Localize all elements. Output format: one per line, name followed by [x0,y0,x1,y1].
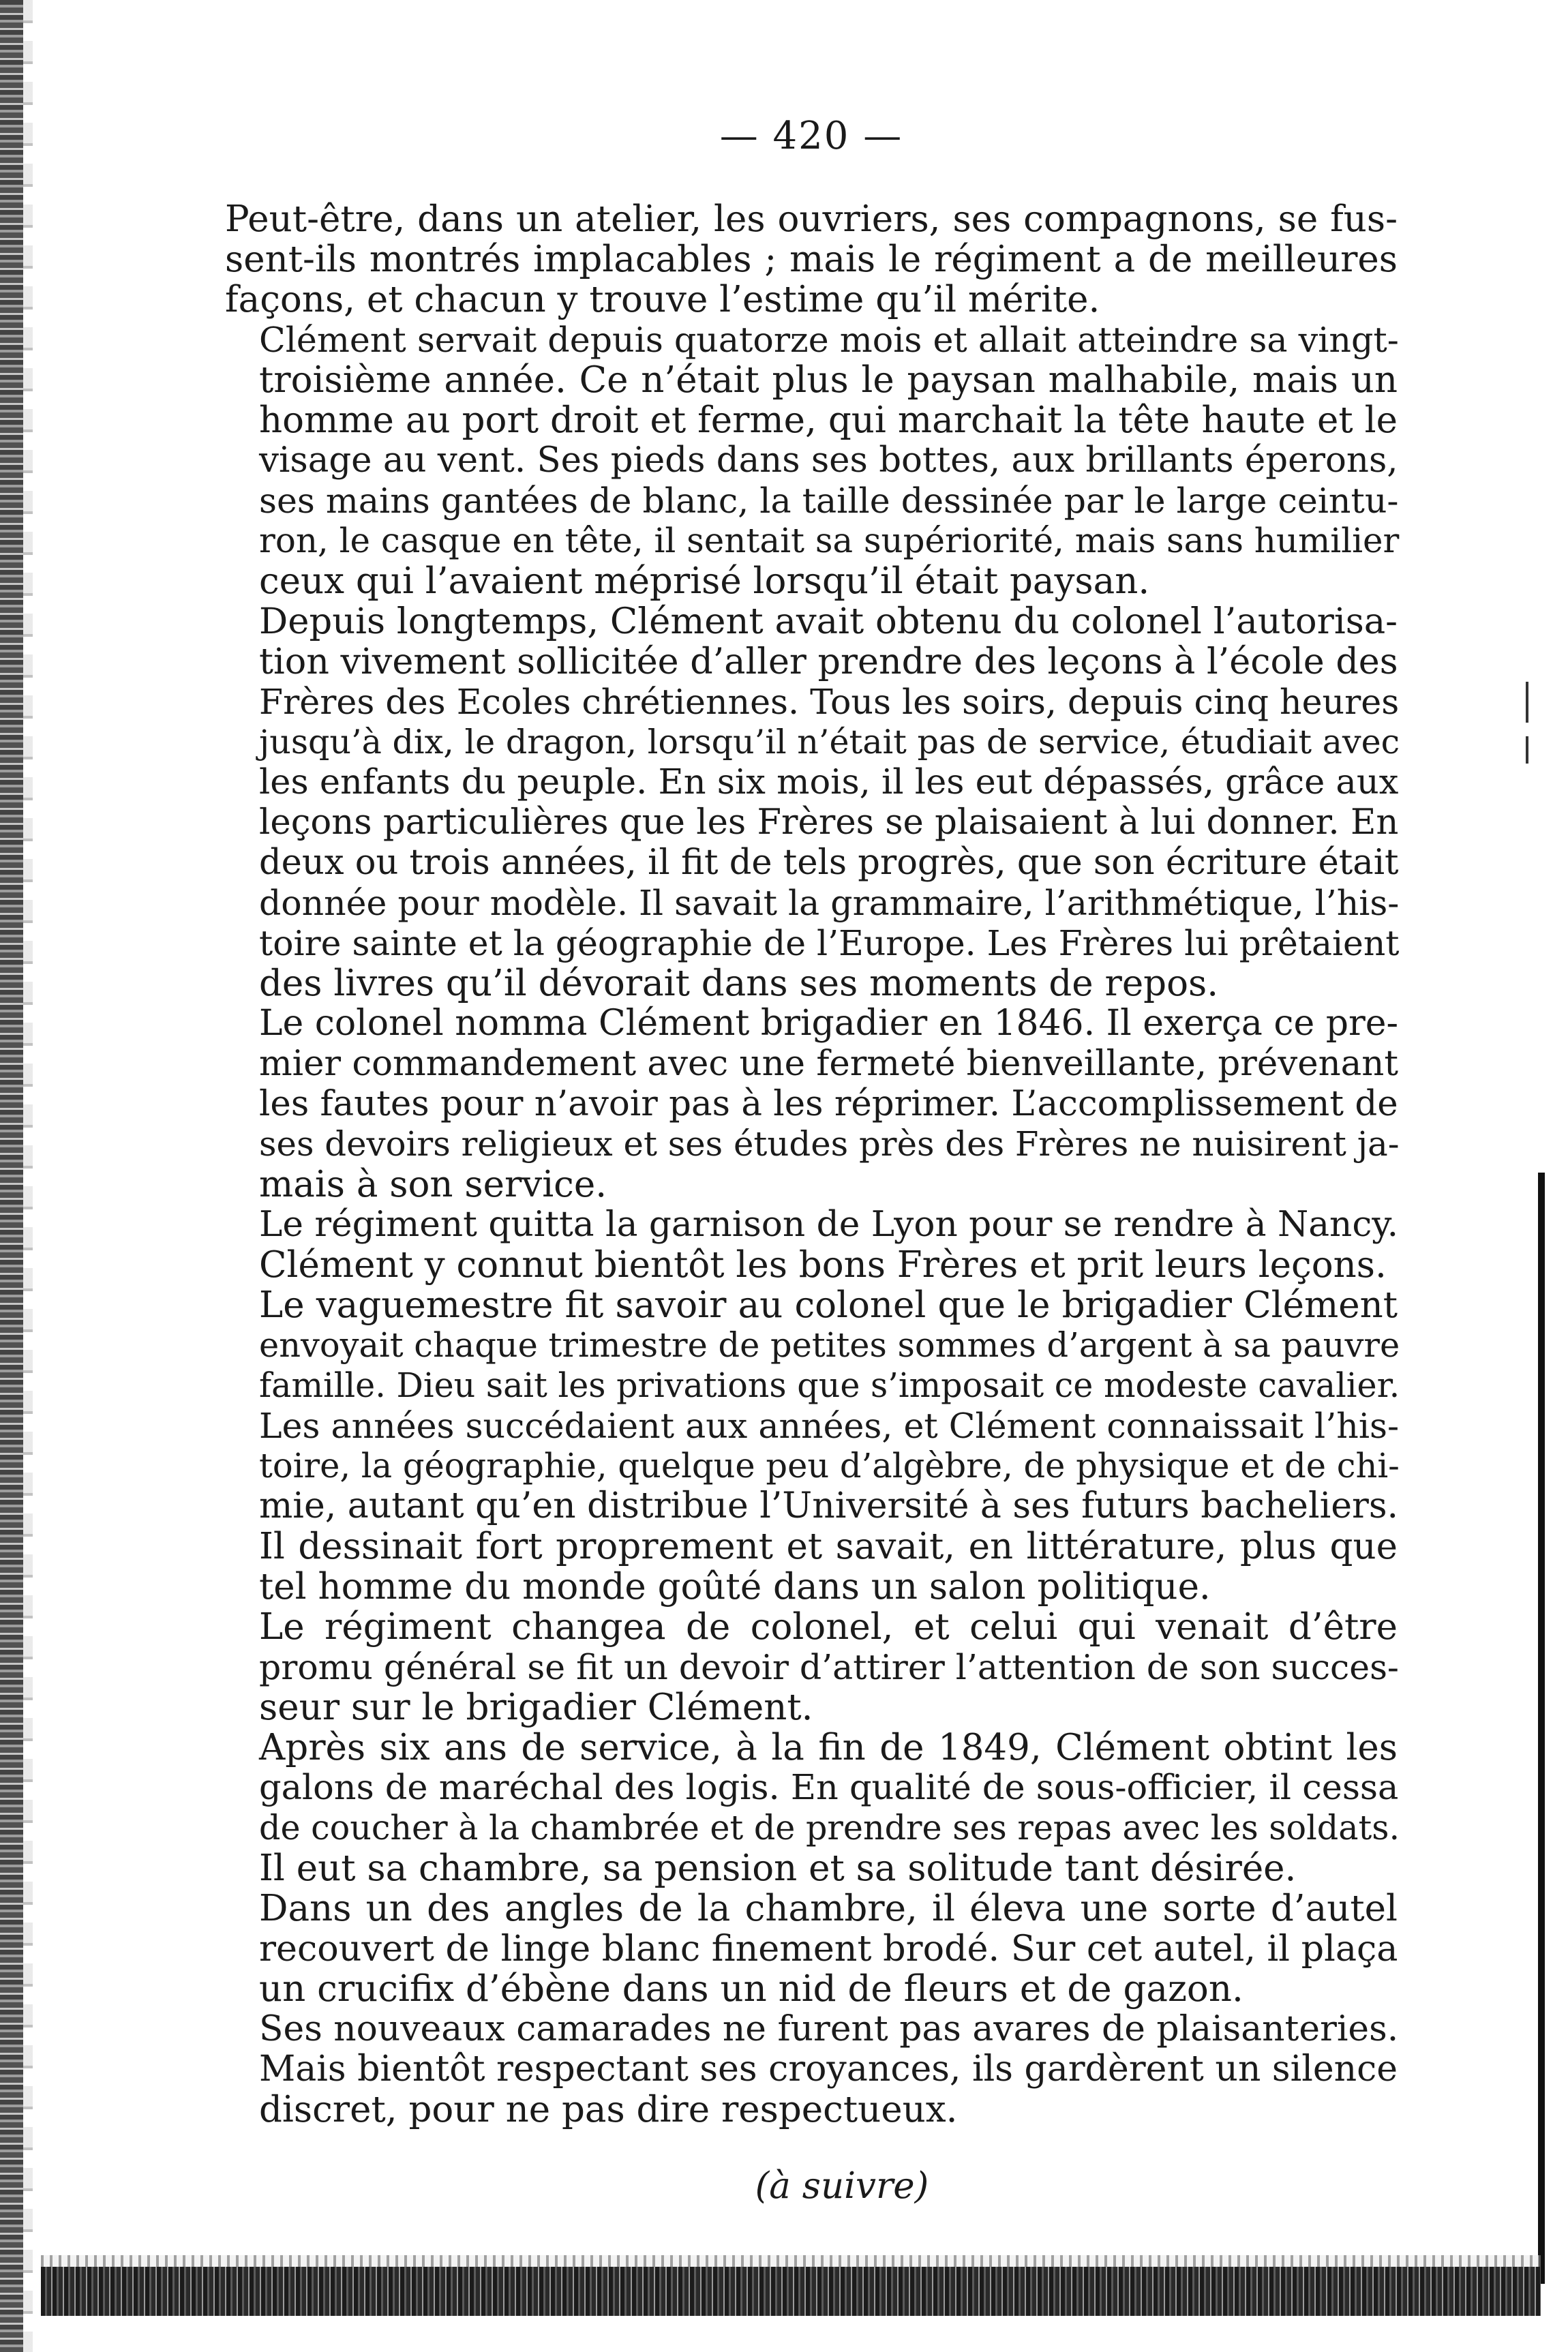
paragraph [225,1406,1398,1526]
text-line: envoyait chaque trimestre de petites sommes d’argent à sa pauvre [259,1325,1400,1365]
text-line: Frères des Ecoles chrétiennes. Tous les soirs, depuis cinq heures [259,682,1400,722]
text-line: mie, autant qu’en distribue l’Université à ses futurs bacheliers. [259,1486,1399,1526]
text-line: les fautes pour n’avoir pas à les réprimer. L’accomplissement de [259,1083,1398,1124]
text-line: Il eut sa chambre, sa pension et sa solitude tant désirée. [259,1848,1297,1889]
text-line: Clément y connut bientôt les bons Frères et prit leurs leçons. [259,1244,1387,1286]
paragraph [225,1728,1398,1888]
text-line: deux ou trois années, il fit de tels progrès, que son écriture était [259,843,1399,883]
text-line: façons, et chacun y trouve l’estime qu’il mérite. [225,279,1100,320]
scan-binding-shadow [23,0,33,2352]
scan-bottom-edge [41,2267,1541,2316]
text-line: troisième année. Ce n’était plus le paysan malhabile, mais un [259,359,1398,401]
text-line: Ses nouveaux camarades ne furent pas avares de plaisanteries. [259,2008,1399,2049]
paragraph [225,199,1398,320]
text-line: promu général se fit un devoir d’attirer l’attention de son succes- [259,1647,1399,1687]
text-line: galons de maréchal des logis. En qualité de sous-officier, il cessa [259,1768,1399,1808]
text-line: ceux qui l’avaient méprisé lorsqu’il était paysan. [259,560,1150,602]
scan-speck [1526,736,1528,764]
text-line: Clément servait depuis quatorze mois et allait atteindre sa vingt- [259,320,1399,360]
text-line: discret, pour ne pas dire respectueux. [259,2089,958,2130]
text-line: Depuis longtemps, Clément avait obtenu du colonel l’autorisa- [259,601,1398,642]
text-line: ses devoirs religieux et ses études près des Frères ne nuisirent ja- [259,1124,1400,1164]
text-line: des livres qu’il dévorait dans ses moments de repos. [259,963,1219,1004]
text-line: donnée pour modèle. Il savait la grammaire, l’arithmétique, l’his- [259,883,1400,923]
text-line: Il dessinait fort proprement et savait, en littérature, plus que [259,1526,1398,1567]
paragraph [225,1285,1398,1406]
text-line: toire, la géographie, quelque peu d’algèbre, de physique et de chi- [259,1446,1400,1486]
paragraph [225,1526,1398,1607]
paragraph [225,1205,1398,1285]
text-line: toire sainte et la géographie de l’Europe. Les Frères lui prêtaient [259,923,1400,963]
text-line: un crucifix d’ébène dans un nid de fleurs et de gazon. [259,1968,1243,2010]
text-line: famille. Dieu sait les privations que s’imposait ce modeste cavalier. [259,1366,1400,1405]
text-line: seur sur le brigadier Clément. [259,1687,813,1728]
paragraph [225,2009,1398,2130]
scan-right-edge-mark [1538,1173,1545,2284]
text-line: leçons particulières que les Frères se plaisaient à lui donner. En [259,802,1399,843]
text-line: Le régiment changea de colonel, et celui qui venait d’être [259,1606,1398,1648]
text-line: mais à son service. [259,1164,607,1205]
text-line: Les années succédaient aux années, et Clément connaissait l’his- [259,1406,1400,1446]
scan-speck [1526,682,1528,723]
paragraph [225,1888,1398,2009]
paragraph [225,601,1398,1004]
text-line: homme au port droit et ferme, qui marchait la tête haute et le [259,399,1398,441]
text-line: sent-ils montrés implacables ; mais le régiment a de meilleures [225,239,1398,280]
text-line: mier commandement avec une fermeté bienveillante, prévenant [259,1043,1398,1084]
paragraph [225,320,1398,601]
text-line: Le colonel nomma Clément brigadier en 1846. Il exerça ce pre- [259,1003,1399,1044]
text-line: de coucher à la chambrée et de prendre ses repas avec les soldats. [259,1808,1400,1848]
paragraph [225,1004,1398,1205]
scan-binding-edge [0,0,23,2352]
scan-bottom-edge-shadow [41,2255,1541,2267]
text-line: Le régiment quitta la garnison de Lyon pour se rendre à Nancy. [259,1204,1399,1245]
text-line: Mais bientôt respectant ses croyances, ils gardèrent un silence [259,2049,1398,2090]
continuation-note: (à suivre) [755,2165,929,2207]
text-line: visage au vent. Ses pieds dans ses bottes, aux brillants éperons, [259,440,1398,481]
text-line: Dans un des angles de la chambre, il éleva une sorte d’autel [259,1888,1398,1929]
text-line: Peut-être, dans un atelier, les ouvriers, ses compagnons, se fus- [225,198,1398,240]
text-line: tion vivement sollicitée d’aller prendre des leçons à l’école des [259,641,1398,682]
text-line: ron, le casque en tête, il sentait sa supériorité, mais sans humilier [259,521,1400,560]
text-line: ses mains gantées de blanc, la taille dessinée par le large ceintu- [259,481,1399,521]
text-line: tel homme du monde goûté dans un salon politique. [259,1566,1211,1608]
document-page [225,109,1398,2210]
text-line: les enfants du peuple. En six mois, il les eut dépassés, grâce aux [259,762,1399,802]
page-number: — 420 — [719,114,903,158]
text-line: Le vaguemestre fit savoir au colonel que le brigadier Clément [259,1284,1398,1326]
text-line: recouvert de linge blanc finement brodé. Sur cet autel, il plaça [259,1928,1398,1970]
text-line: jusqu’à dix, le dragon, lorsqu’il n’était pas de service, étudiait avec [259,722,1400,762]
paragraph [225,1607,1398,1728]
body-text [225,199,1398,2130]
text-line: Après six ans de service, à la fin de 1849, Clément obtint les [259,1727,1398,1768]
